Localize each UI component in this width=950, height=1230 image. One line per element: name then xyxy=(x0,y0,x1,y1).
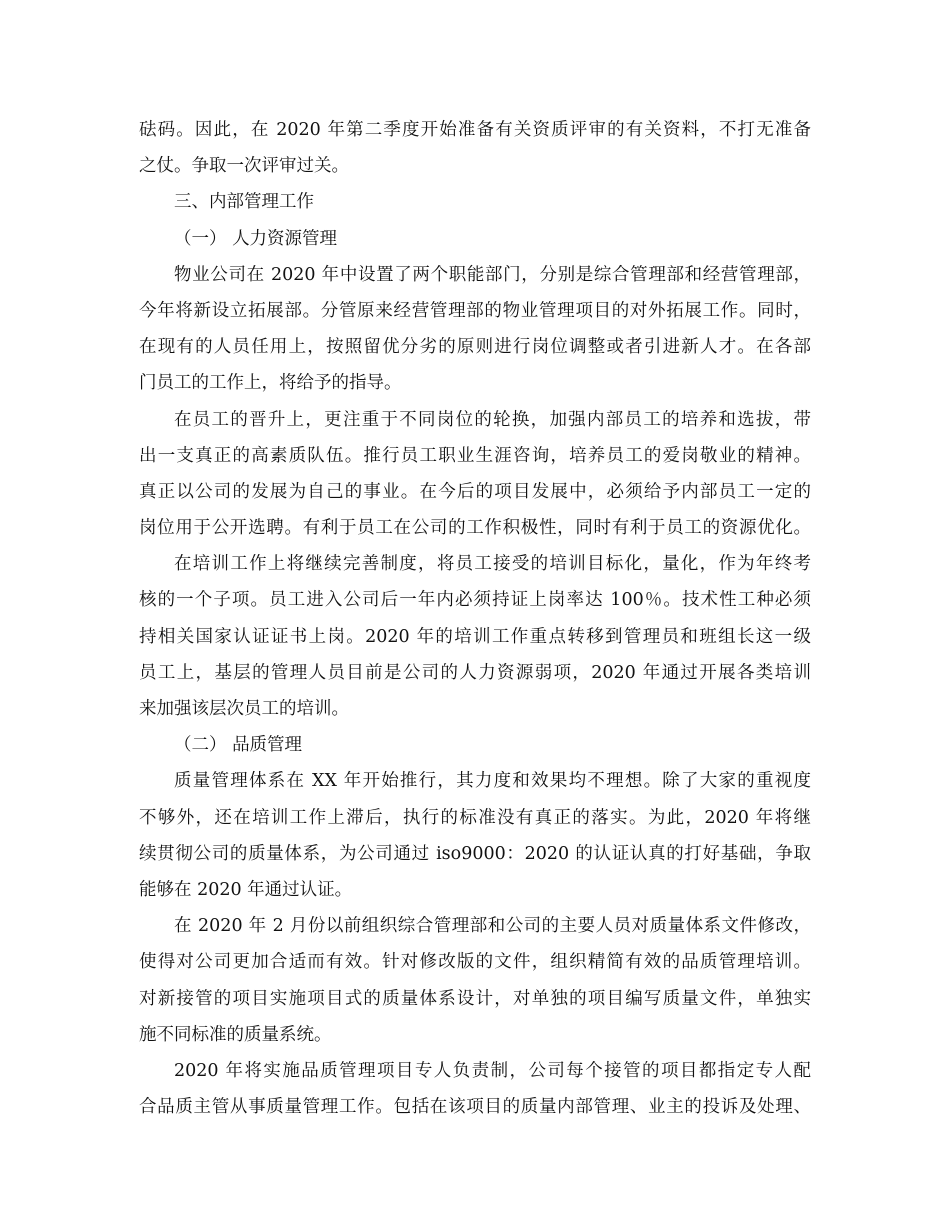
text-line: 持相关国家认证证书上岗。2020 年的培训工作重点转移到管理员和班组长这一级 xyxy=(139,626,811,647)
text-line: 对新接管的项目实施项目式的质量体系设计，对单独的项目编写质量文件，单独实 xyxy=(139,988,811,1009)
subsection-heading: （二） 品质管理 xyxy=(174,735,303,756)
text-line: 在 2020 年 2 月份以前组织综合管理部和公司的主要人员对质量体系文件修改， xyxy=(174,916,811,937)
text-line: 续贯彻公司的质量体系，为公司通过 iso9000：2020 的认证认真的打好基础，争取 xyxy=(139,843,811,864)
text-line: 员工上，基层的管理人员目前是公司的人力资源弱项，2020 年通过开展各类培训 xyxy=(139,662,811,683)
text-line: 使得对公司更加合适而有效。针对修改版的文件，组织精简有效的品质管理培训。 xyxy=(139,952,811,973)
text-line: 施不同标准的质量系统。 xyxy=(139,1024,332,1045)
text-line: 在培训工作上将继续完善制度，将员工接受的培训目标化，量化，作为年终考 xyxy=(174,554,811,575)
text-line: 来加强该层次员工的培训。 xyxy=(139,699,349,719)
text-line: 之仗。争取一次评审过关。 xyxy=(139,156,349,177)
text-line: 不够外，还在培训工作上滞后，执行的标准没有真正的落实。为此，2020 年将继 xyxy=(139,807,811,828)
document-page xyxy=(139,112,811,1125)
section-heading: 三、内部管理工作 xyxy=(174,192,314,213)
text-line: 岗位用于公开选聘。有利于员工在公司的工作积极性，同时有利于员工的资源优化。 xyxy=(139,518,811,539)
text-line: 在员工的晋升上，更注重于不同岗位的轮换，加强内部员工的培养和选拔，带 xyxy=(174,409,811,430)
text-line: 今年将新设立拓展部。分管原来经营管理部的物业管理项目的对外拓展工作。同时， xyxy=(139,300,811,321)
text-line: 能够在 2020 年通过认证。 xyxy=(139,879,353,900)
text-line: 合品质主管从事质量管理工作。包括在该项目的质量内部管理、业主的投诉及处理、 xyxy=(139,1097,811,1118)
text-line: 门员工的工作上，将给予的指导。 xyxy=(139,373,402,394)
text-line: 物业公司在 2020 年中设置了两个职能部门，分别是综合管理部和经营管理部， xyxy=(174,264,811,285)
text-line: 质量管理体系在 XX 年开始推行，其力度和效果均不理想。除了大家的重视度 xyxy=(174,771,811,792)
text-line: 在现有的人员任用上，按照留优分劣的原则进行岗位调整或者引进新人才。在各部 xyxy=(139,337,811,358)
text-line: 出一支真正的高素质队伍。推行员工职业生涯咨询，培养员工的爱岗敬业的精神。 xyxy=(139,445,811,466)
text-line: 砝码。因此，在 2020 年第二季度开始准备有关资质评审的有关资料，不打无准备 xyxy=(139,120,811,140)
text-line: 2020 年将实施品质管理项目专人负责制，公司每个接管的项目都指定专人配 xyxy=(174,1060,811,1081)
text-line: 核的一个子项。员工进入公司后一年内必须持证上岗率达 100％。技术性工种必须 xyxy=(139,590,811,611)
text-line: 真正以公司的发展为自己的事业。在今后的项目发展中，必须给予内部员工一定的 xyxy=(139,481,811,502)
subsection-heading: （一） 人力资源管理 xyxy=(174,228,338,249)
